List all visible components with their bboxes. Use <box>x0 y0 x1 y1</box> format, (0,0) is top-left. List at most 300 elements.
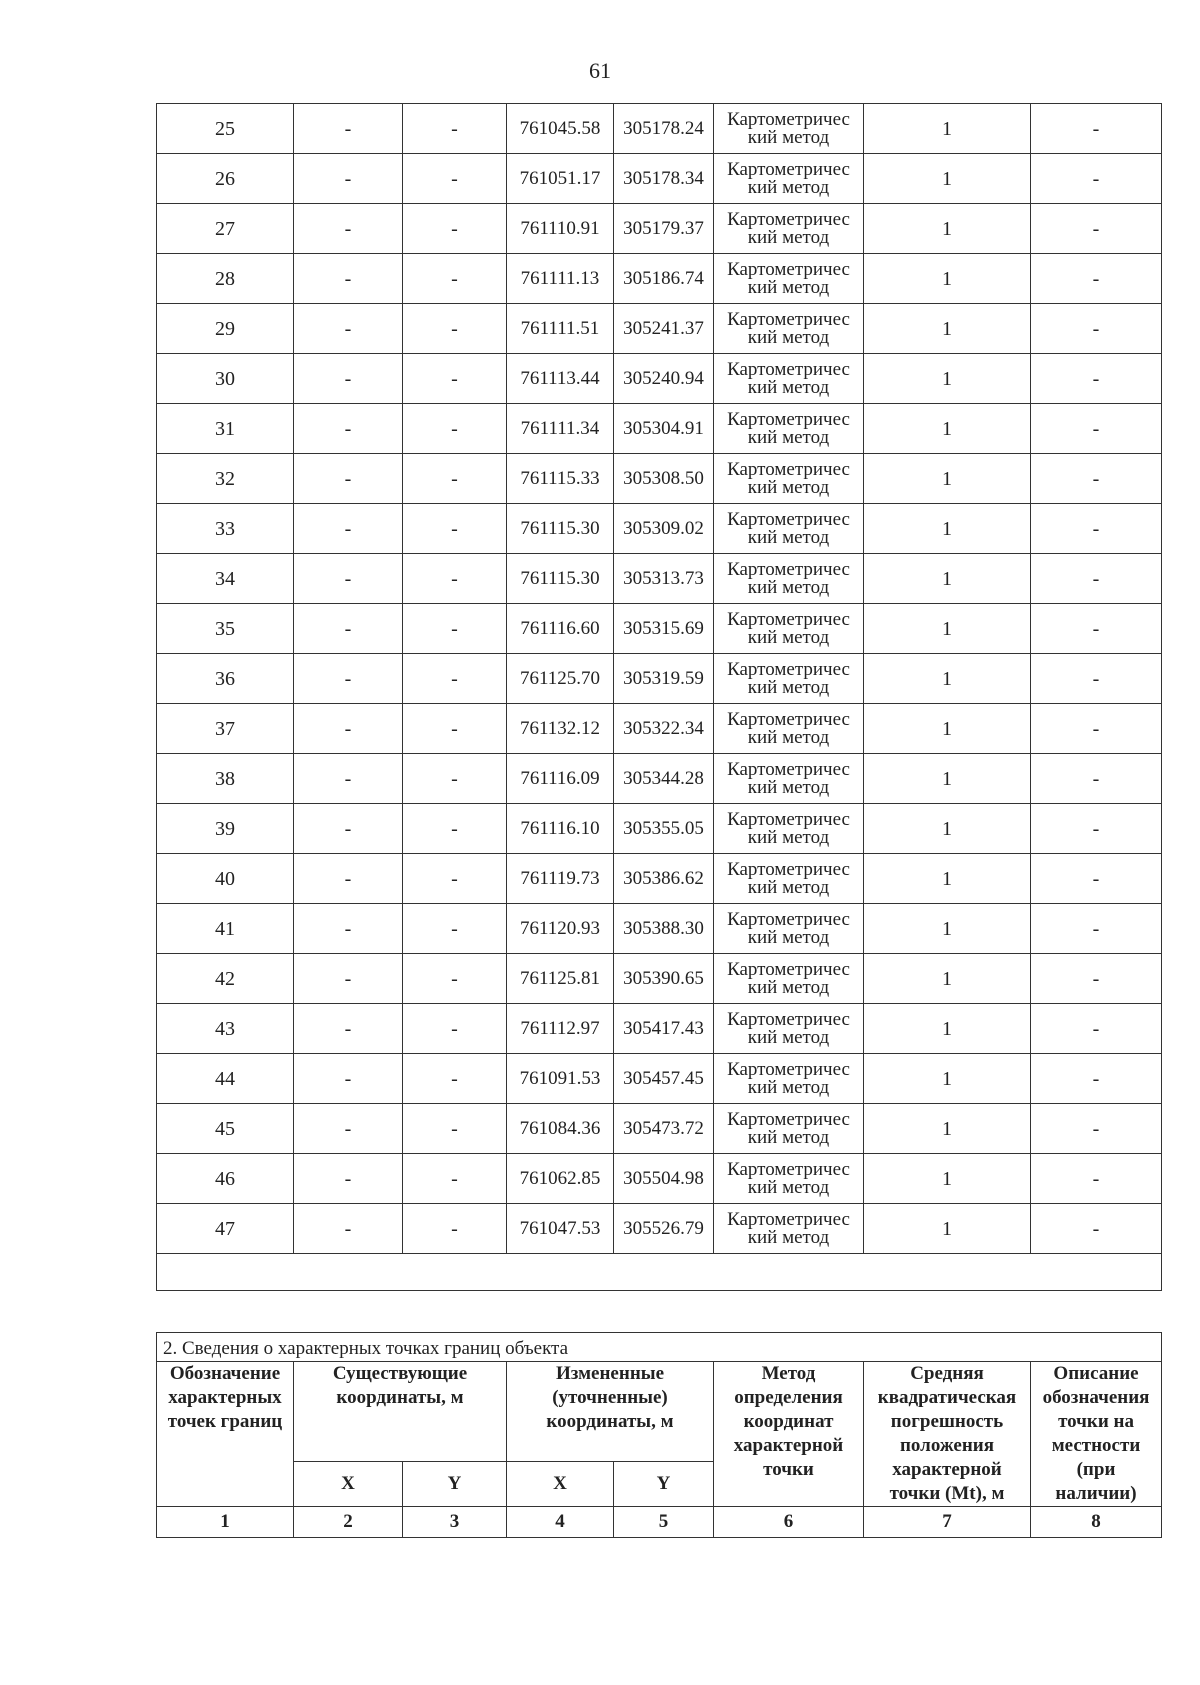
method-line: Картометричес <box>727 458 850 480</box>
point-number-cell: 25 <box>157 104 294 154</box>
changed-y-cell: 305179.37 <box>614 204 714 254</box>
point-number-cell: 46 <box>157 1154 294 1204</box>
changed-y-cell: 305526.79 <box>614 1204 714 1254</box>
method-line: Картометричес <box>727 1008 850 1030</box>
header-line: координаты, м <box>336 1387 464 1408</box>
header-line: точки (Mt), м <box>889 1483 1005 1504</box>
table-row <box>157 604 1162 654</box>
point-number-cell: 47 <box>157 1204 294 1254</box>
header-line: определения <box>734 1387 843 1408</box>
header-line: характерных <box>168 1387 282 1408</box>
accuracy-cell: 1 <box>864 304 1031 354</box>
accuracy-cell: 1 <box>864 604 1031 654</box>
table-row <box>157 554 1162 604</box>
method-cell <box>714 404 864 454</box>
existing-x-cell: - <box>294 854 403 904</box>
header-line: Средняя <box>910 1363 984 1384</box>
header-line: Метод <box>761 1363 816 1384</box>
header-line: погрешность <box>890 1411 1004 1432</box>
table-row <box>157 354 1162 404</box>
method-line: Картометричес <box>727 358 850 380</box>
header-line: Описание <box>1053 1363 1139 1384</box>
table-row <box>157 1054 1162 1104</box>
point-number-cell: 41 <box>157 904 294 954</box>
method-line: Картометричес <box>727 908 850 930</box>
description-cell: - <box>1031 504 1162 554</box>
existing-y-cell: - <box>403 904 507 954</box>
existing-x-cell: - <box>294 1154 403 1204</box>
table-row <box>157 1004 1162 1054</box>
table-row <box>157 1104 1162 1154</box>
method-line: кий метод <box>747 476 830 498</box>
point-number-cell: 26 <box>157 154 294 204</box>
method-cell <box>714 654 864 704</box>
table-row <box>157 854 1162 904</box>
existing-x-cell: - <box>294 904 403 954</box>
changed-x-cell: 761111.51 <box>507 304 614 354</box>
header-line: местности <box>1051 1435 1141 1456</box>
existing-y-cell: - <box>403 1154 507 1204</box>
existing-x-cell: - <box>294 404 403 454</box>
method-line: Картометричес <box>727 108 850 130</box>
method-line: кий метод <box>747 1026 830 1048</box>
description-cell: - <box>1031 404 1162 454</box>
method-line: кий метод <box>747 226 830 248</box>
description-cell: - <box>1031 1004 1162 1054</box>
method-line: Картометричес <box>727 558 850 580</box>
existing-y-cell: - <box>403 354 507 404</box>
changed-x-cell: 761113.44 <box>507 354 614 404</box>
method-cell <box>714 354 864 404</box>
point-number-cell: 35 <box>157 604 294 654</box>
column-number: 5 <box>614 1507 714 1538</box>
method-line: Картометричес <box>727 508 850 530</box>
method-cell <box>714 304 864 354</box>
method-line: кий метод <box>747 326 830 348</box>
existing-y-cell: - <box>403 654 507 704</box>
description-cell: - <box>1031 904 1162 954</box>
accuracy-cell: 1 <box>864 254 1031 304</box>
method-line: Картометричес <box>727 308 850 330</box>
changed-y-cell: 305308.50 <box>614 454 714 504</box>
existing-y-cell: - <box>403 104 507 154</box>
description-cell: - <box>1031 554 1162 604</box>
description-cell: - <box>1031 354 1162 404</box>
method-line: Картометричес <box>727 1158 850 1180</box>
changed-x-cell: 761045.58 <box>507 104 614 154</box>
existing-y-cell: - <box>403 204 507 254</box>
method-line: кий метод <box>747 1176 830 1198</box>
description-cell: - <box>1031 1104 1162 1154</box>
table-row <box>157 454 1162 504</box>
accuracy-cell: 1 <box>864 154 1031 204</box>
existing-x-cell: - <box>294 354 403 404</box>
existing-y-cell: - <box>403 604 507 654</box>
existing-y-cell: - <box>403 304 507 354</box>
header-points <box>157 1362 294 1507</box>
description-cell: - <box>1031 704 1162 754</box>
method-line: кий метод <box>747 526 830 548</box>
point-number-cell: 28 <box>157 254 294 304</box>
description-cell: - <box>1031 804 1162 854</box>
description-cell: - <box>1031 104 1162 154</box>
accuracy-cell: 1 <box>864 904 1031 954</box>
existing-y-cell: - <box>403 804 507 854</box>
header-line: квадратическая <box>877 1387 1017 1408</box>
existing-x-cell: - <box>294 1004 403 1054</box>
existing-x-cell: - <box>294 1204 403 1254</box>
changed-y-cell: 305504.98 <box>614 1154 714 1204</box>
point-number-cell: 30 <box>157 354 294 404</box>
page-number: 61 <box>589 58 611 83</box>
section2-table <box>156 1332 1162 1538</box>
changed-x-cell: 761115.30 <box>507 504 614 554</box>
existing-y-cell: - <box>403 404 507 454</box>
existing-x-cell: - <box>294 804 403 854</box>
accuracy-cell: 1 <box>864 854 1031 904</box>
accuracy-cell: 1 <box>864 1204 1031 1254</box>
method-line: Картометричес <box>727 658 850 680</box>
method-line: кий метод <box>747 676 830 698</box>
method-line: Картометричес <box>727 758 850 780</box>
header-description <box>1031 1362 1162 1507</box>
changed-x-cell: 761125.81 <box>507 954 614 1004</box>
changed-y-cell: 305186.74 <box>614 254 714 304</box>
changed-y-cell: 305309.02 <box>614 504 714 554</box>
point-number-cell: 37 <box>157 704 294 754</box>
existing-y-cell: - <box>403 854 507 904</box>
changed-x-cell: 761111.13 <box>507 254 614 304</box>
header-method <box>714 1362 864 1507</box>
method-cell <box>714 704 864 754</box>
point-number-cell: 33 <box>157 504 294 554</box>
existing-x-cell: - <box>294 554 403 604</box>
method-cell <box>714 454 864 504</box>
existing-x-cell: - <box>294 454 403 504</box>
accuracy-cell: 1 <box>864 104 1031 154</box>
changed-y-cell: 305386.62 <box>614 854 714 904</box>
changed-y-cell: 305319.59 <box>614 654 714 704</box>
point-number-cell: 43 <box>157 1004 294 1054</box>
existing-y-cell: - <box>403 1204 507 1254</box>
existing-y-cell: - <box>403 954 507 1004</box>
point-number-cell: 36 <box>157 654 294 704</box>
description-cell: - <box>1031 1154 1162 1204</box>
method-line: кий метод <box>747 626 830 648</box>
table-row <box>157 1204 1162 1254</box>
header-line: точки <box>763 1459 814 1480</box>
axis-label: Y <box>403 1461 507 1506</box>
table-row <box>157 204 1162 254</box>
existing-y-cell: - <box>403 154 507 204</box>
existing-x-cell: - <box>294 254 403 304</box>
header-line: (уточненные) <box>552 1387 668 1408</box>
method-cell <box>714 804 864 854</box>
changed-y-cell: 305388.30 <box>614 904 714 954</box>
header-line: положения <box>899 1435 995 1456</box>
table-row <box>157 404 1162 454</box>
method-line: кий метод <box>747 776 830 798</box>
table-row <box>157 954 1162 1004</box>
changed-x-cell: 761091.53 <box>507 1054 614 1104</box>
method-line: кий метод <box>747 1126 830 1148</box>
changed-x-cell: 761132.12 <box>507 704 614 754</box>
header-line: характерной <box>892 1459 1002 1480</box>
changed-y-cell: 305417.43 <box>614 1004 714 1054</box>
description-cell: - <box>1031 304 1162 354</box>
description-cell: - <box>1031 454 1162 504</box>
changed-y-cell: 305178.24 <box>614 104 714 154</box>
method-line: кий метод <box>747 126 830 148</box>
header-line: координаты, м <box>546 1411 674 1432</box>
column-number: 2 <box>294 1507 403 1538</box>
boundary-points-table <box>156 103 1162 1291</box>
method-cell <box>714 854 864 904</box>
column-number: 8 <box>1031 1507 1162 1538</box>
method-line: кий метод <box>747 976 830 998</box>
description-cell: - <box>1031 854 1162 904</box>
header-line: характерной <box>733 1435 844 1456</box>
changed-y-cell: 305313.73 <box>614 554 714 604</box>
method-cell <box>714 1104 864 1154</box>
changed-x-cell: 761115.33 <box>507 454 614 504</box>
changed-y-cell: 305178.34 <box>614 154 714 204</box>
method-line: Картометричес <box>727 958 850 980</box>
existing-x-cell: - <box>294 204 403 254</box>
method-line: кий метод <box>747 726 830 748</box>
accuracy-cell: 1 <box>864 954 1031 1004</box>
changed-x-cell: 761116.10 <box>507 804 614 854</box>
header-changed-coords <box>507 1362 714 1462</box>
table-row <box>157 254 1162 304</box>
method-line: кий метод <box>747 176 830 198</box>
method-cell <box>714 204 864 254</box>
empty-row <box>157 1254 1162 1291</box>
changed-y-cell: 305355.05 <box>614 804 714 854</box>
changed-y-cell: 305241.37 <box>614 304 714 354</box>
axis-label: Y <box>614 1461 714 1506</box>
changed-x-cell: 761119.73 <box>507 854 614 904</box>
accuracy-cell: 1 <box>864 804 1031 854</box>
method-line: Картометричес <box>727 858 850 880</box>
method-cell <box>714 604 864 654</box>
header-line: Существующие <box>332 1363 468 1384</box>
axis-label: X <box>294 1461 403 1506</box>
changed-y-cell: 305322.34 <box>614 704 714 754</box>
header-line: точек границ <box>167 1411 283 1432</box>
existing-x-cell: - <box>294 1054 403 1104</box>
existing-x-cell: - <box>294 104 403 154</box>
point-number-cell: 40 <box>157 854 294 904</box>
method-cell <box>714 1204 864 1254</box>
method-cell <box>714 1154 864 1204</box>
column-number: 3 <box>403 1507 507 1538</box>
point-number-cell: 44 <box>157 1054 294 1104</box>
existing-y-cell: - <box>403 754 507 804</box>
changed-x-cell: 761051.17 <box>507 154 614 204</box>
changed-y-cell: 305304.91 <box>614 404 714 454</box>
method-cell <box>714 904 864 954</box>
existing-y-cell: - <box>403 254 507 304</box>
method-cell <box>714 954 864 1004</box>
accuracy-cell: 1 <box>864 404 1031 454</box>
header-accuracy <box>864 1362 1031 1507</box>
changed-x-cell: 761116.60 <box>507 604 614 654</box>
header-line: Измененные <box>555 1363 665 1384</box>
section-title: 2. Сведения о характерных точках границ объекта <box>157 1333 1162 1362</box>
table-row <box>157 904 1162 954</box>
description-cell: - <box>1031 254 1162 304</box>
accuracy-cell: 1 <box>864 1104 1031 1154</box>
existing-x-cell: - <box>294 304 403 354</box>
changed-y-cell: 305315.69 <box>614 604 714 654</box>
point-number-cell: 39 <box>157 804 294 854</box>
method-cell <box>714 254 864 304</box>
existing-y-cell: - <box>403 554 507 604</box>
changed-x-cell: 761120.93 <box>507 904 614 954</box>
existing-y-cell: - <box>403 1054 507 1104</box>
accuracy-cell: 1 <box>864 554 1031 604</box>
description-cell: - <box>1031 204 1162 254</box>
changed-x-cell: 761062.85 <box>507 1154 614 1204</box>
changed-x-cell: 761116.09 <box>507 754 614 804</box>
header-existing-coords <box>294 1362 507 1462</box>
existing-x-cell: - <box>294 754 403 804</box>
accuracy-cell: 1 <box>864 354 1031 404</box>
accuracy-cell: 1 <box>864 1004 1031 1054</box>
accuracy-cell: 1 <box>864 704 1031 754</box>
method-line: Картометричес <box>727 208 850 230</box>
point-number-cell: 29 <box>157 304 294 354</box>
changed-y-cell: 305240.94 <box>614 354 714 404</box>
method-line: кий метод <box>747 926 830 948</box>
accuracy-cell: 1 <box>864 454 1031 504</box>
changed-x-cell: 761084.36 <box>507 1104 614 1154</box>
table-row <box>157 804 1162 854</box>
method-line: кий метод <box>747 576 830 598</box>
changed-y-cell: 305457.45 <box>614 1054 714 1104</box>
method-line: Картометричес <box>727 1108 850 1130</box>
method-line: Картометричес <box>727 808 850 830</box>
description-cell: - <box>1031 654 1162 704</box>
existing-x-cell: - <box>294 654 403 704</box>
header-line: Обозначение <box>169 1363 281 1384</box>
accuracy-cell: 1 <box>864 654 1031 704</box>
point-number-cell: 27 <box>157 204 294 254</box>
table-row <box>157 1154 1162 1204</box>
accuracy-cell: 1 <box>864 204 1031 254</box>
existing-x-cell: - <box>294 504 403 554</box>
existing-y-cell: - <box>403 454 507 504</box>
point-number-cell: 42 <box>157 954 294 1004</box>
header-line: наличии) <box>1055 1483 1137 1504</box>
accuracy-cell: 1 <box>864 1054 1031 1104</box>
point-number-cell: 32 <box>157 454 294 504</box>
axis-label: X <box>507 1461 614 1506</box>
column-number: 4 <box>507 1507 614 1538</box>
method-line: Картометричес <box>727 1058 850 1080</box>
method-line: кий метод <box>747 376 830 398</box>
method-line: кий метод <box>747 1226 830 1248</box>
description-cell: - <box>1031 604 1162 654</box>
existing-y-cell: - <box>403 1004 507 1054</box>
method-cell <box>714 1054 864 1104</box>
table-row <box>157 704 1162 754</box>
changed-y-cell: 305473.72 <box>614 1104 714 1154</box>
existing-x-cell: - <box>294 704 403 754</box>
changed-x-cell: 761111.34 <box>507 404 614 454</box>
method-line: кий метод <box>747 876 830 898</box>
method-cell <box>714 554 864 604</box>
point-number-cell: 31 <box>157 404 294 454</box>
point-number-cell: 34 <box>157 554 294 604</box>
method-line: Картометричес <box>727 258 850 280</box>
table-row <box>157 104 1162 154</box>
existing-x-cell: - <box>294 954 403 1004</box>
accuracy-cell: 1 <box>864 754 1031 804</box>
changed-y-cell: 305344.28 <box>614 754 714 804</box>
changed-x-cell: 761112.97 <box>507 1004 614 1054</box>
accuracy-cell: 1 <box>864 504 1031 554</box>
point-number-cell: 45 <box>157 1104 294 1154</box>
existing-x-cell: - <box>294 1104 403 1154</box>
method-line: кий метод <box>747 826 830 848</box>
method-line: Картометричес <box>727 608 850 630</box>
existing-y-cell: - <box>403 704 507 754</box>
existing-x-cell: - <box>294 154 403 204</box>
method-cell <box>714 754 864 804</box>
method-line: Картометричес <box>727 408 850 430</box>
column-number: 6 <box>714 1507 864 1538</box>
header-line: (при <box>1076 1459 1116 1480</box>
changed-x-cell: 761047.53 <box>507 1204 614 1254</box>
header-line: обозначения <box>1042 1387 1150 1408</box>
changed-x-cell: 761125.70 <box>507 654 614 704</box>
description-cell: - <box>1031 1054 1162 1104</box>
changed-y-cell: 305390.65 <box>614 954 714 1004</box>
accuracy-cell: 1 <box>864 1154 1031 1204</box>
table-row <box>157 154 1162 204</box>
description-cell: - <box>1031 954 1162 1004</box>
table-row <box>157 654 1162 704</box>
method-cell <box>714 504 864 554</box>
method-cell <box>714 1004 864 1054</box>
table-row <box>157 754 1162 804</box>
header-line: точки на <box>1058 1411 1134 1432</box>
table-row <box>157 304 1162 354</box>
method-line: Картометричес <box>727 1208 850 1230</box>
method-line: кий метод <box>747 1076 830 1098</box>
table-row <box>157 504 1162 554</box>
existing-y-cell: - <box>403 1104 507 1154</box>
existing-y-cell: - <box>403 504 507 554</box>
method-cell <box>714 154 864 204</box>
description-cell: - <box>1031 754 1162 804</box>
method-line: Картометричес <box>727 158 850 180</box>
existing-x-cell: - <box>294 604 403 654</box>
method-line: кий метод <box>747 276 830 298</box>
method-line: кий метод <box>747 426 830 448</box>
changed-x-cell: 761115.30 <box>507 554 614 604</box>
description-cell: - <box>1031 154 1162 204</box>
empty-cell <box>157 1254 1162 1291</box>
method-line: Картометричес <box>727 708 850 730</box>
method-cell <box>714 104 864 154</box>
description-cell: - <box>1031 1204 1162 1254</box>
header-line: координат <box>743 1411 834 1432</box>
column-number: 7 <box>864 1507 1031 1538</box>
column-number: 1 <box>157 1507 294 1538</box>
